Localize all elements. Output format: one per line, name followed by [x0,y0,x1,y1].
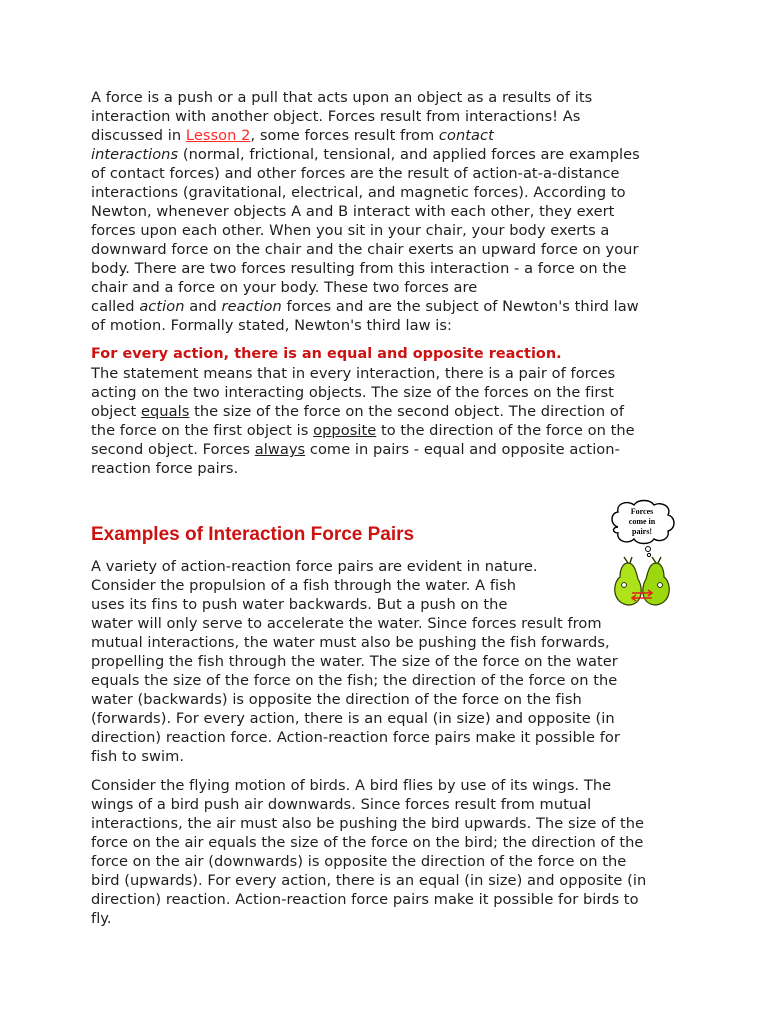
right-pear-eye [658,583,663,588]
text-run: uses its fins to push water backwards. But a push on the [91,596,508,613]
text-run: fly. [91,910,112,927]
text-run: acting on the two interacting objects. The size of the forces on the first [91,384,614,401]
text-line [91,833,643,852]
text-run: interactions (gravitational, electrical, and magnetic forces). According to [91,184,626,201]
text-line [91,440,620,459]
text-run: direction) reaction force. Action-reaction force pairs make it possible for [91,729,620,746]
left-pear-eye [622,583,627,588]
text-line [91,909,112,928]
text-run: discussed in [91,127,186,144]
text-line [91,364,615,383]
text-run: Consider the flying motion of birds. A bird flies by use of its wings. The [91,777,612,794]
text-run: the size of the force on the second object. The direction of [189,403,625,420]
text-run: of contact forces) and other forces are the result of action-at-a-distance [91,165,620,182]
text-run: forces and are the subject of Newton's third law [281,298,639,315]
text-run: wings of a bird push air downwards. Since forces result from mutual [91,796,592,813]
text-run: water (backwards) is opposite the direction of the force on the fish [91,691,582,708]
lesson-link[interactable]: Lesson 2 [185,127,251,144]
text-run: The statement means that in every interaction, there is a pair of forces [91,365,616,382]
text-run: second object. Forces [91,441,255,458]
text-line [91,852,626,871]
text-line [91,278,477,297]
bubble-dot-large [646,547,651,552]
underlined-term: always [254,441,306,458]
text-run: object [91,403,141,420]
text-line [91,259,627,278]
text-line [91,776,611,795]
text-run: A force is a push or a pull that acts upon an object as a results of its [91,89,593,106]
text-line [91,871,646,890]
text-run: (normal, frictional, tensional, and applied forces are examples [178,146,640,163]
text-run: interaction with another object. Forces result from interactions! As [91,108,581,125]
bubble-line-2: come in [628,517,656,526]
text-run: the force on the first object is [91,422,314,439]
text-run: force on the air (downwards) is opposite the direction of the force on the [91,853,627,870]
text-run: forces upon each other. When you sit in your chair, your body exerts a [91,222,610,239]
text-run: direction) reaction. Action-reaction force pairs make it possible for birds to [91,891,639,908]
pear-characters-illustration [604,499,680,609]
text-run: force on the air equals the size of the force on the bird; the direction of the [91,834,644,851]
text-run: to the direction of the force on the [376,422,635,439]
left-pear-antennae [624,557,632,563]
text-line [91,557,538,576]
text-run: fish to swim. [91,748,185,765]
text-line [91,221,609,240]
italic-term: reaction [221,298,282,315]
right-pear-antennae [652,557,661,563]
text-run: equals the size of the force on the fish; the direction of the force on the [91,672,618,689]
text-line [91,202,614,221]
forces-pairs-figure [604,499,680,609]
text-line [91,126,494,145]
text-line [91,671,617,690]
text-line [91,690,582,709]
text-line [91,164,620,183]
text-line [91,728,620,747]
text-line [91,402,624,421]
text-line [91,795,591,814]
text-run: Consider the propulsion of a fish through the water. A fish [91,577,517,594]
italic-term: contact [438,127,494,144]
text-line [91,633,610,652]
text-run: downward force on the chair and the chair exerts an upward force on your [91,241,639,258]
text-line [91,614,602,633]
text-line [91,183,626,202]
text-line [91,459,238,478]
text-line [91,890,639,909]
text-line [91,814,644,833]
bubble-line-1: Forces [630,507,654,516]
text-line [91,383,614,402]
text-run: (forwards). For every action, there is an equal (in size) and opposite (in [91,710,615,727]
text-run: body. There are two forces resulting from this interaction - a force on the [91,260,627,277]
text-run: chair and a force on your body. These two forces are [91,279,478,296]
text-line [91,576,516,595]
text-run: come in pairs - equal and opposite action- [305,441,620,458]
text-run: A variety of action-reaction force pairs are evident in nature. [91,558,538,575]
text-run: and [184,298,222,315]
text-line [91,421,635,440]
italic-term: interactions [91,146,179,163]
bubble-line-3: pairs! [632,527,652,536]
text-line [91,709,615,728]
bubble-dot-small [647,553,650,556]
third-law-statement: For every action, there is an equal and opposite reaction. [91,346,562,362]
text-line [91,747,184,766]
text-line [91,88,592,107]
text-line [91,297,639,316]
text-line [91,595,508,614]
text-run: of motion. Formally stated, Newton's third law is: [91,317,452,334]
text-run: reaction force pairs. [91,460,239,477]
text-line [91,316,452,335]
text-line [91,240,639,259]
text-run: propelling the fish through the water. The size of the force on the water [91,653,618,670]
underlined-term: equals [140,403,190,420]
text-run: Newton, whenever objects A and B interact with each other, they exert [91,203,615,220]
text-line [91,107,580,126]
text-run: called [91,298,140,315]
text-run: , some forces result from [250,127,439,144]
italic-term: action [139,298,185,315]
text-run: interactions, the air must also be pushing the bird upwards. The size of the [91,815,645,832]
underlined-term: opposite [313,422,377,439]
section-heading: Examples of Interaction Force Pairs [91,524,415,545]
text-line [91,145,640,164]
text-run: bird (upwards). For every action, there is an equal (in size) and opposite (in [91,872,647,889]
text-line [91,652,618,671]
text-run: water will only serve to accelerate the water. Since forces result from [91,615,602,632]
text-run: mutual interactions, the water must also be pushing the fish forwards, [91,634,610,651]
